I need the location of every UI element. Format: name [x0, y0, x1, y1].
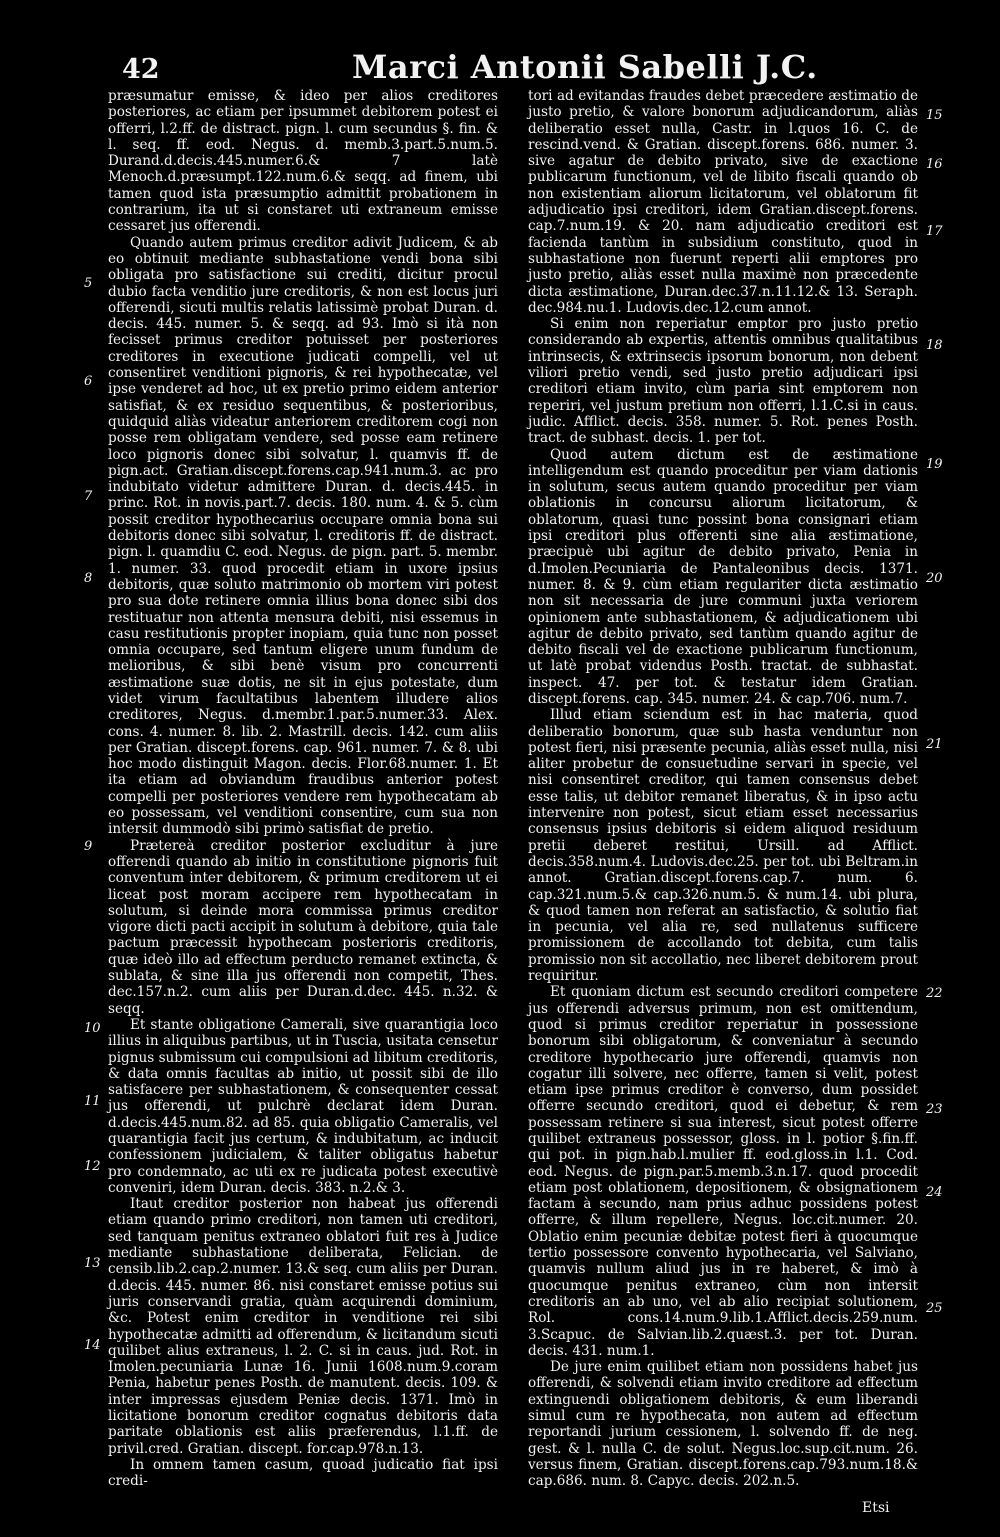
- margin-number: 22: [926, 986, 943, 1001]
- margin-number: 20: [926, 571, 943, 586]
- margin-number: 21: [926, 737, 943, 752]
- margin-number: 15: [926, 108, 943, 123]
- left-paragraph-1: præsumatur emisse, & ideo per alios creditores posteriores, ac etiam per ipsummet debitorem potest ei offerri, l.2.ff. de distract. pign. l. cum secundus §. fin. & l. seq. ff. eod. Negus. d. memb.3.part.5.num.5. Durand.d.decis.445.numer.6.& 7 latè Menoch.d.præsumpt.122.num.6.& seqq. ad finem, ubi tamen quod ista præsumptio admittit probationem in contrarium, ita ut si constaret uti extraneum emisse cessaret jus offerendi.: [108, 88, 498, 235]
- right-paragraph-6: De jure enim quilibet etiam non possidens habet jus offerendi, & solvendi etiam invito creditore ad effectum extinguendi obligationem debitoris, & eum liberandi simul cum re hypothecata, non autem ad effectum reportandi jurium cessionem, l. solvendo ff. de neg. gest. & l. nulla C. de solut. Negus.loc.sup.cit.num. 26. versus finem, Gratian. discept.forens.cap.793.num.18.& cap.686. num. 8. Capyc. decis. 202.n.5.: [528, 1359, 918, 1490]
- margin-number: 10: [84, 1021, 101, 1036]
- margin-number: 14: [84, 1338, 101, 1353]
- page-number: 42: [122, 54, 160, 85]
- margin-number: 24: [926, 1185, 943, 1200]
- margin-number: 12: [84, 1159, 101, 1174]
- margin-number: 25: [926, 1301, 943, 1316]
- margin-number: 11: [84, 1094, 101, 1109]
- running-title: Marci Antonii Sabelli J.C.: [352, 48, 818, 86]
- margin-number: 17: [926, 224, 943, 239]
- catchword: Etsi: [862, 1500, 890, 1516]
- margin-number: 8: [84, 571, 93, 586]
- margin-number: 13: [84, 1256, 101, 1271]
- margin-number: 5: [84, 276, 93, 291]
- margin-number: 23: [926, 1102, 943, 1117]
- margin-number: 6: [84, 374, 93, 389]
- left-paragraph-6: In omnem tamen casum, quoad judicatio fiat ipsi credi-: [108, 1456, 498, 1490]
- left-paragraph-5: Itaut creditor posterior non habeat jus offerendi etiam quando primo creditori, non tamen uti creditori, sed tanquam penitus extraneo oblatori fuit res à Judice mediante subhastatione deliberata, Felician. de censib.lib.2.cap.2.numer. 13.& seq. cum aliis per Duran. d.decis. 445. numer. 86. nisi constaret emisse potius sui juris conservandi gratia, quàm acquirendi dominium, &c. Potest enim creditor in venditione rei sibi hypothecatæ admitti ad offerendum, & licitandum sicuti quilibet alius extraneus, l. 2. C. si in caus. jud. Rot. in Imolen.pecuniaria Lunæ 16. Junii 1608.num.9.coram Penia, habetur penes Posth. de manutent. decis. 109. & inter impressas ejusdem Peniæ decis. 1371. Imò in licitatione bonorum creditor cognatus debitoris data paritate oblationis est aliis præferendus, l.1.ff. de privil.cred. Gratian. discept. for.cap.978.n.13.: [108, 1196, 498, 1457]
- right-paragraph-2: Si enim non reperiatur emptor pro justo pretio considerando ab expertis, attentis omnibus qualitatibus intrinsecis, & extrinsecis ipsorum bonorum, non debent viliori pretio vendi, sed justo pretio adjudicari ipsi creditori etiam invito, cùm paria sint emptorem non reperiri, vel justum pretium non offerri, l.1.C.si in caus. judic. Afflict. decis. 358. numer. 5. Rot. penes Posth. tract. de subhast. decis. 1. per tot.: [528, 316, 918, 447]
- left-paragraph-4: Et stante obligatione Camerali, sive quarantigia loco illius in aliquibus partibus, ut in Tuscia, usitata censetur pignus submissum cui compulsioni ad libitum creditoris, & data omnis facultas ab initio, ut possit sibi de illo satisfacere per subhastationem, & consequenter cessat jus offerendi, ut pulchrè declarat idem Duran. d.decis.445.num.82. ad 85. quia obligatio Cameralis, vel quarantigia facit jus certum, & indubitatum, ac inducit confessionem judicialem, & taliter obligatus habetur pro condemnato, ac uti ex re judicata potest executivè conveniri, idem Duran. decis. 383. n.2.& 3.: [108, 1016, 498, 1196]
- right-column: [528, 88, 918, 1490]
- page-header: [0, 48, 1000, 88]
- left-paragraph-3: Prætereà creditor posterior excluditur à jure offerendi quando ab initio in constitutione pignoris fuit conventum inter debitorem, & primum creditorem ut ei liceat post moram accipere rem hypothecatam in solutum, si deinde mora commissa primus creditor vigore dicti pacti accipit in solutum à debitore, quia tale pactum præcessit hypothecam posterioris creditoris, quæ ideò illo ad effectum perducto remanet extincta, & sublata, & sine illa jus offerendi non competit, Thes. dec.157.n.2. cum aliis per Duran.d.dec. 445. n.32. & seqq.: [108, 837, 498, 1017]
- margin-number: 7: [84, 489, 93, 504]
- right-paragraph-4: Illud etiam sciendum est in hac materia, quod deliberatio bonorum, quæ sub hasta venduntur non potest fieri, nisi præsente pecunia, aliàs esset nulla, nisi aliter probetur de consuetudine servari in specie, vel nisi consentiret creditor, qui tamen consensus debet esse talis, ut debitor remanet liberatus, & in ipso actu intervenire non potest, sicut etiam esset necessarius consensus ipsius debitoris si eidem aliquod residuum pretii deberet restitui, Ursill. ad Afflict. decis.358.num.4. Ludovis.dec.25. per tot. ubi Beltram.in annot. Gratian.discept.forens.cap.7. num. 6. cap.321.num.5.& cap.326.num.5. & num.14. ubi plura, & quod tamen non referat an satisfactio, & solutio fiat in pecunia, vel alia re, sed nullatenus sufficere promissionem de accollando tot debita, cum talis promissio non sit accollatio, nec liberet debitorem prout requiritur.: [528, 707, 918, 985]
- margin-number: 16: [926, 157, 943, 172]
- right-paragraph-5: Et quoniam dictum est secundo creditori competere jus offerendi adversus primum, non est omittendum, quod si primus creditor reperiatur in possessione bonorum sibi obligatorum, & conveniatur à secundo creditore hypothecario jure offerendi, quamvis non cogatur illi solvere, nec offerre, tamen si velit, potest etiam ipse primus creditor è converso, dum possidet offerre secundo creditori, quod ei debetur, & rem possessam retinere si sua interest, sicut potest offerre quilibet extraneus possessor, gloss. in l. potior §.fin.ff. qui pot. in pign.hab.l.mulier ff. eod.gloss.in l.1. Cod. eod. Negus. de pign.par.5.memb.3.n.17. quod procedit etiam post oblationem, depositionem, & obsignationem factam à secundo, nam prius adhuc possidens potest offerre, & illum repellere, Negus. loc.cit.numer. 20. Oblatio enim pecuniæ debitæ potest fieri à quocumque tertio possessore convento hypothecaria, vel Salviano, quamvis nullum aliud jus in re haberet, & imò à quocumque penitus extraneo, cùm non intersit creditoris an ab uno, vel ab alio recipiat solutionem, Rol. cons.14.num.9.lib.1.Afflict.decis.259.num. 3.Scapuc. de Salvian.lib.2.quæst.3. per tot. Duran. decis. 431. num.1.: [528, 984, 918, 1359]
- margin-number: 18: [926, 338, 943, 353]
- left-column: [108, 88, 498, 1490]
- margin-number: 9: [84, 839, 93, 854]
- right-paragraph-1: tori ad evitandas fraudes debet præcedere æstimatio de justo pretio, & valore bonorum adjudicandorum, aliàs deliberatio esset nulla, Castr. in l.quos 16. C. de rescind.vend. & Gratian. discept.forens. 686. numer. 3. sive agatur de debito privato, sive de exactione publicarum functionum, vel de libito fiscali quando ob non existentiam aliorum licitatorum, vel oblatorum fit adjudicatio ipsi creditori, idem Gratian.discept.forens. cap.7.num.19. & 20. nam adjudicatio creditori est facienda tantùm in subsidium constituto, quod in subhastatione non fuerunt reperti alii emptores pro justo pretio, aliàs esset nulla maximè non præcedente dicta æstimatione, Duran.dec.37.n.11.12.& 13. Seraph. dec.984.nu.1. Ludovis.dec.12.cum annot.: [528, 88, 918, 316]
- right-paragraph-3: Quod autem dictum est de æstimatione intelligendum est quando proceditur per viam dationis in solutum, secus autem quando proceditur per viam oblationis in concursu aliorum licitatorum, & oblatorum, quasi tunc possint bona consignari etiam ipsi creditori plus offerenti sine alia æstimatione, præcipuè ubi agitur de debito privato, Penia in d.Imolen.Pecuniaria de Pantaleonibus decis. 1371. numer. 8. & 9. cùm etiam regulariter dicta æstimatio non sit necessaria de jure communi juxta veriorem opinionem ante subhastationem, & adjudicationem ubi agitur de debito privato, sed tantùm quando agitur de debito fiscali vel de exactione publicarum functionum, ut latè probat videndus Posth. tractat. de subhastat. inspect. 47. per tot. & testatur idem Gratian. discept.forens. cap. 345. numer. 24. & cap.706. num.7.: [528, 446, 918, 707]
- left-paragraph-2: Quando autem primus creditor adivit Judicem, & ab eo obtinuit mediante subhastatione vendi bona sibi obligata pro satisfactione sui crediti, dicitur procul dubio facta venditio jure creditoris, & non est locus juri offerendi, sicuti multis relatis latissimè probat Duran. d. decis. 445. numer. 5. & seqq. ad 93. Imò si ità non fecisset primus creditor potuisset per posteriores creditores in executione judicati compelli, vel ut consentiret venditioni pignoris, & rei hypothecatæ, vel ipse venderet ad hoc, ut ex pretio primo eidem anterior satisfiat, & ex residuo sequentibus, & posterioribus, quidquid aliàs videatur anteriorem creditorem cogi non posse rem obligatam vendere, sed posse eam retinere loco pignoris donec sibi solvatur, l. quamvis ff. de pign.act. Gratian.discept.forens.cap.941.num.3. ac pro indubitato videtur admittere Duran. d. decis.445. in princ. Rot. in novis.part.7. decis. 180. num. 4. & 5. cùm possit creditor hypothecarius occupare omnia bona sui debitoris donec sibi solvatur, l. creditoris ff. de distract. pign. l. quamdiu C. eod. Negus. de pign. part. 5. membr. 1. numer. 33. quod procedit etiam in uxore ipsius debitoris, quæ soluto matrimonio ob mortem viri potest pro sua dote retinere omnia illius bona donec sibi dos restituatur non attenta mensura debiti, nisi essemus in casu restitutionis propter inopiam, quia tunc non posset omnia occupare, sed tantum eligere unum fundum de melioribus, & sibi benè visum pro concurrenti æstimatione suæ dotis, ne sit in ejus potestate, dum videt virum facultatibus labentem illudere alios creditores, Negus. d.membr.1.par.5.numer.33. Alex. cons. 4. numer. 8. lib. 2. Mastrill. decis. 142. cum aliis per Gratian. discept.forens. cap. 961. numer. 7. & 8. ubi hoc modo distinguit Magon. decis. Flor.68.numer. 1. Et ita etiam ad obviandum fraudibus anterior potest compelli per posteriores vendere rem hypothecatam ab eo possessam, vel venditioni consentire, cum sua non intersit dummodò sibi primò satisfiat de pretio.: [108, 234, 498, 838]
- margin-number: 19: [926, 457, 943, 472]
